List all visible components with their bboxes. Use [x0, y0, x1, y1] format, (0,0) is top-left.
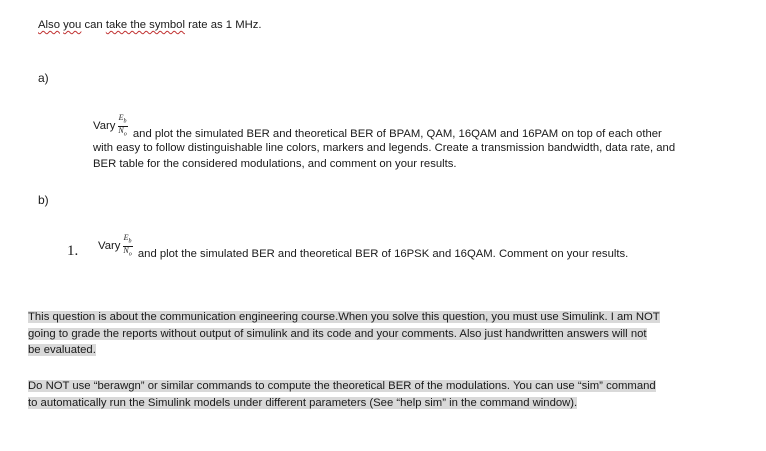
- note1-line2: going to grade the reports without output of simulink and its code and your comments. Also just handwritten answers will not: [28, 327, 647, 340]
- note1-line3: be evaluated.: [28, 344, 96, 356]
- part-a-line2: with easy to follow distinguishable line colors, markers and legends. Create a transmission bandwidth, data rate, and: [93, 142, 676, 154]
- part-a-vary-text: Vary: [93, 120, 116, 133]
- part-a-vary-line: [93, 113, 662, 141]
- part-b-label: b): [38, 193, 49, 207]
- intro-rest: rate as 1 MHz.: [188, 19, 262, 31]
- frac-denominator: N: [123, 245, 129, 255]
- frac-denominator-sub: o: [128, 251, 132, 258]
- note-berawgn-restriction: [28, 378, 758, 411]
- eb-over-no-fraction: [122, 234, 132, 258]
- list-number: 1.: [67, 243, 79, 259]
- intro-sentence: [38, 17, 262, 33]
- frac-numerator: E: [123, 233, 129, 242]
- part-a-label: a): [38, 71, 49, 85]
- frac-denominator: N: [118, 125, 124, 135]
- frac-numerator: E: [118, 113, 124, 122]
- frac-numerator-sub: b: [128, 238, 132, 245]
- part-b-vary-line: [98, 233, 629, 261]
- intro-word-you: you: [63, 19, 82, 31]
- note2-line1: Do NOT use “berawgn” or similar commands to compute the theoretical BER of the modulations. You can use “sim” command: [28, 380, 656, 392]
- part-a-line1: and plot the simulated BER and theoretical BER of BPAM, QAM, 16QAM and 16PAM on top of each other: [132, 128, 662, 141]
- part-a-line3: BER table for the considered modulations, and comment on your results.: [93, 158, 457, 170]
- intro-word-also: Also: [38, 19, 60, 31]
- frac-numerator-sub: b: [123, 118, 127, 125]
- part-b-vary-text: Vary: [98, 240, 121, 253]
- note1-line1: This question is about the communication engineering course.When you solve this question, you must use Simulink. I am NOT: [28, 311, 660, 323]
- note2-line2: to automatically run the Simulink models under different parameters (See “help sim” in the command window).: [28, 396, 578, 409]
- eb-over-no-fraction: [117, 114, 127, 138]
- note-simulink-requirement: [28, 309, 758, 359]
- intro-phrase-symbol: take the symbol: [105, 19, 185, 31]
- part-b-line1: and plot the simulated BER and theoretical BER of 16PSK and 16QAM. Comment on your results.: [137, 248, 629, 261]
- intro-word-can: can: [84, 19, 103, 31]
- frac-denominator-sub: o: [123, 131, 127, 138]
